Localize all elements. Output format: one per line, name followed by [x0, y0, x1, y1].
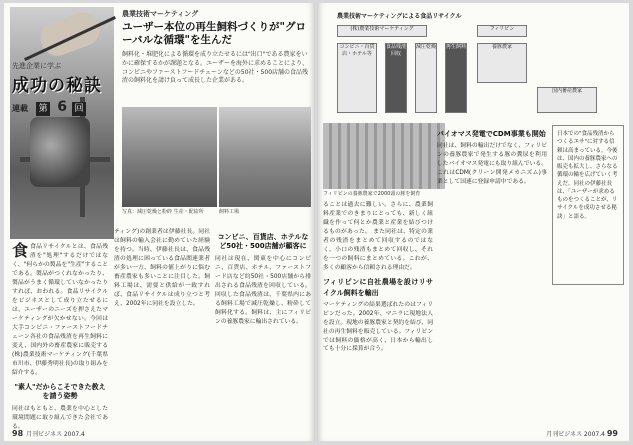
right-body-2: また同社は、特定の業者の残渣をまとめて回収するのではなく、小口の残渣もまとめて回収し、それを一つの飼料にまとめている。これが、多くの顧客から信頼される理由だ。	[323, 228, 433, 271]
diagram-company: (株)農業技術マーケティング	[337, 25, 427, 37]
diagram-title: 農業技術マーケティングによる食品リサイクル	[337, 13, 462, 20]
folio-right	[546, 429, 621, 438]
diagram-collect: 食品残渣回収	[385, 43, 407, 113]
diagram-sources: コンビニ・百貨店・ホテル等	[337, 43, 377, 113]
series-rensai: 連載	[12, 104, 28, 113]
plant-photo	[122, 107, 217, 207]
diagram-pig-farm: 養豚農家	[477, 43, 527, 83]
feed-factory-photo	[219, 107, 311, 207]
sidebar-box	[552, 125, 624, 285]
article-lead: 飼料化・堆肥化による循環を成り立たせるには"出口"である農家をいかに確保するかが課題となる。ユーザーを海外に求めることにより、コンビニやファーストフードチェーンなどの50社・500店舗の食品残渣の飼料化を請け負って成長した企業がある。	[122, 51, 309, 85]
hand-illustration	[36, 8, 104, 60]
magazine-name-right: 月刊ビジネス 2007.4	[546, 431, 605, 438]
series-number: 6	[57, 99, 67, 115]
right-body-4: 同社は、飼料の輸出だけでなく、フィリピンの養豚農家で発生する豚の糞尿を利用したバイオマス発電にも取り組んでいる。これはCDM(クリーン開発メカニズム)事業として国連に登録申請中である。	[437, 142, 547, 185]
photo-caption-1: 写真：減圧乾燥と粉砕 生産・配給所	[122, 209, 204, 215]
body-column-2	[114, 228, 210, 423]
photo-caption-2: 飼料工場	[219, 209, 240, 215]
recycling-diagram	[337, 11, 612, 121]
right-subhead-1: フィリピンに自社農場を設けリサイクル飼料を輸出	[323, 277, 433, 297]
series-dai: 第	[36, 102, 50, 116]
diagram-feed: 再生飼料	[445, 43, 467, 113]
page-number-left: 98	[12, 429, 24, 438]
drop-cap: 食	[12, 241, 29, 260]
magazine-spread	[4, 3, 629, 441]
subhead-1: "素人"だからこそできた教えを請う姿勢	[14, 382, 106, 401]
left-page	[4, 3, 315, 441]
series-kicker: 先進企業に学ぶ	[12, 62, 61, 70]
diagram-philippines: フィリピン	[477, 25, 527, 37]
factory-tank	[30, 117, 90, 187]
subhead-2: コンビニ、百貨店、ホテルなど50社・500店舗が顧客に	[217, 233, 309, 251]
folio-left	[12, 429, 85, 438]
right-body-3: マーケティングの結果選ばれたのはフィリピンだった。2002年、マニラに現地法人を設立。現地の養豚農家と契約を結び、同社の再生飼料を販売している。フィリピンでは飼料の価格が高く、日本から輸出しても十分に採算が合う。	[323, 301, 433, 353]
sidebar-text: 日本での"食品残渣からつくるエサ"に対する信頼は高まっている。今後は、国内の養豚農家への販売も拡大し、さらなる循環の輪を広げていく考えだ。同社の伊藤社長は、「ユーザーが求めるものをつくることが、リサイクルを成功させる秘訣」と語る。	[557, 131, 618, 220]
body-column-1	[12, 241, 108, 430]
right-body-1: ることは過去に難しい。さらに、農業飼料産業でのきまりにとっても、新しく組織を作って何とか農業と産業を結びつけるものがあった。	[323, 202, 433, 235]
pig-farm-photo	[323, 123, 445, 189]
body-text-2: 同社はもともと、農業を中心とした環境問題に取り組んできた会社である。	[12, 405, 108, 430]
right-page	[317, 3, 629, 441]
series-title	[12, 61, 116, 116]
magazine-name-left: 月刊ビジネス 2007.4	[26, 431, 85, 438]
series-kai: 回	[72, 102, 86, 116]
page-number-right: 99	[606, 429, 618, 438]
article-header	[122, 9, 310, 86]
diagram-dry: 減圧乾燥	[415, 43, 437, 113]
company-tag: 農業技術マーケティング	[122, 10, 199, 18]
series-main-title: 成功の秘訣	[12, 76, 102, 96]
body-column-3	[215, 228, 311, 423]
body-text-1: 食品リサイクルとは、食品残渣を"処理"するだけではなく、"何らかの製品を"生産"することである。製品がつくれなかったり、製品がうまく循環していなかったりすれば、おわれる。食品リサイクルをビジネスとして成り立たせるには、ユーザーのニーズを押さえたマーケティングが欠かせない。今回は大手コンビニ・ファーストフードチェーン各社の食品残渣を再生飼料に変え、国内外の畜産農家に販売する(株)農業技術マーケティング(千葉県市川市、伊藤秀明社長)の取り組みを紹介する。	[12, 244, 108, 376]
right-body-column-2	[437, 125, 547, 421]
body-text-4: 同社は現在、関東を中心にコンビニ、百貨店、ホテル、ファーストフード店など約50社・500店舗から排出される食品残渣を回収している。回収した食品残渣は、千葉県内にある飼料工場で減圧乾燥し、粉砕して飼料化する。飼料は、主にフィリピンの養豚農家に輸出されている。	[215, 255, 311, 325]
right-body-column-1	[323, 201, 433, 421]
factory-photo	[10, 7, 114, 239]
body-text-3: ティング)の創業者は伊藤社長。同社は飼料の輸入会社に勤めていた経験を持つ。当時、伊藤社長は、食品残渣の処理に困っている食品関連業者が多い一方、飼料の値上がりに悩む畜産農家も多いことに注目した。飼料工場は、需要と供給が一致すれば、食品リサイクルは成り立つと考え、2002年に同社を設立した。	[114, 229, 210, 307]
article-headline: ユーザー本位の再生飼料づくりが"グローバルな循環"を生んだ	[122, 21, 306, 46]
pig-farm-caption: フィリピンの養豚農家で2000頭の豚を飼育	[323, 191, 421, 197]
right-subhead-2: バイオマス発電でCDM事業も開始	[437, 130, 546, 138]
diagram-domestic-farm: 国内畜産農家	[537, 87, 597, 113]
